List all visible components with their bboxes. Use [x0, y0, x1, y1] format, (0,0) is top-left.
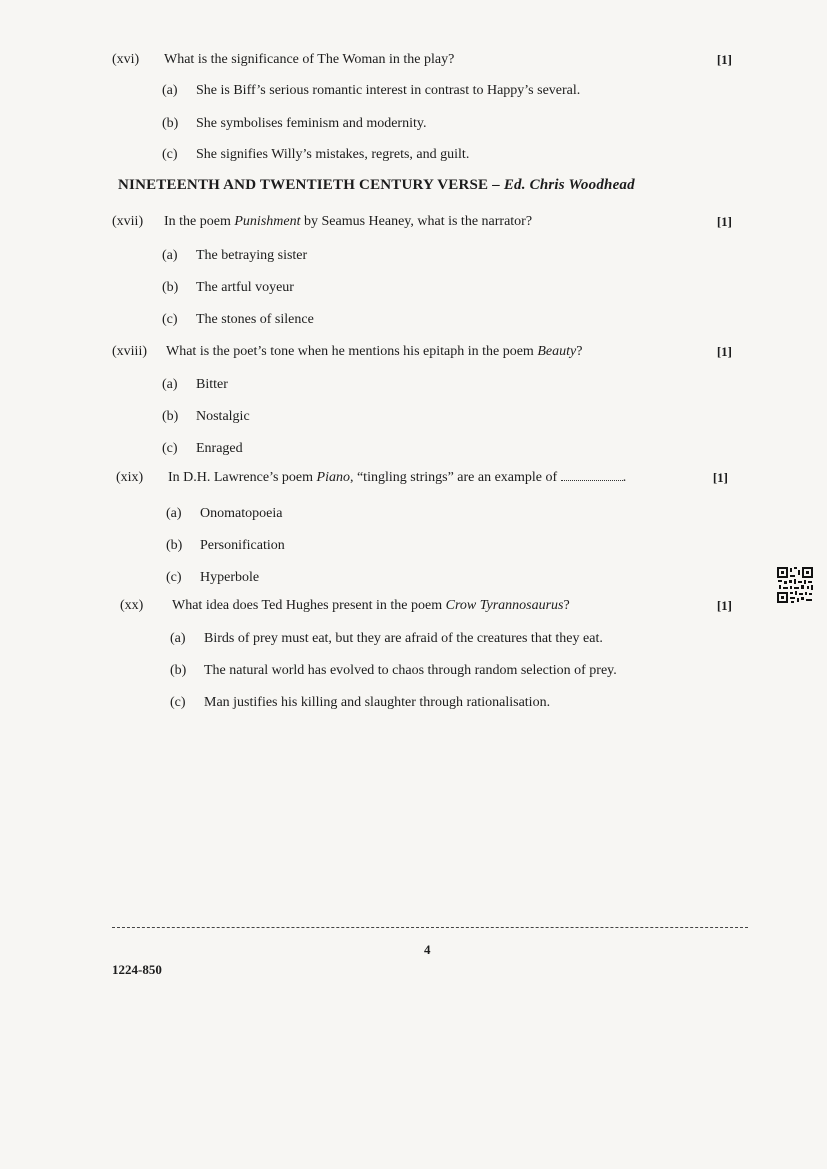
- option-letter: (a): [162, 377, 178, 392]
- option-xx-c: [170, 695, 550, 711]
- option-letter: (b): [162, 409, 179, 424]
- option-xvi-a: [162, 83, 580, 99]
- option-xix-b: [166, 538, 285, 554]
- question-mark: [1]: [716, 52, 732, 67]
- option-xvii-b: [162, 280, 294, 296]
- option-text: Hyperbole: [200, 570, 260, 585]
- section-heading: [118, 177, 635, 194]
- option-text: She is Biff’s serious romantic interest in contrast to Happy’s several.: [196, 83, 581, 98]
- option-letter: (c): [170, 695, 186, 710]
- question-mark: [1]: [716, 598, 732, 613]
- question-number: (xx): [120, 598, 144, 613]
- option-xx-b: [170, 663, 617, 679]
- option-xix-c: [166, 570, 259, 586]
- option-xx-a: [170, 631, 603, 647]
- option-xviii-b: [162, 409, 250, 425]
- option-letter: (b): [166, 538, 183, 553]
- option-text: Enraged: [196, 441, 243, 456]
- option-xvii-c: [162, 312, 314, 328]
- option-text: The natural world has evolved to chaos through random selection of prey.: [204, 663, 617, 678]
- page-number: 4: [424, 942, 431, 957]
- answer-blank: [561, 480, 623, 481]
- option-xvi-b: [162, 116, 426, 132]
- question-number: (xvi): [112, 52, 140, 67]
- paper-code: 1224-850: [112, 962, 162, 977]
- question-mark: [1]: [716, 214, 732, 229]
- option-letter: (c): [166, 570, 182, 585]
- option-xvii-a: [162, 248, 307, 264]
- option-letter: (a): [162, 248, 178, 263]
- option-text: The betraying sister: [196, 248, 308, 263]
- question-number: (xvii): [112, 214, 144, 229]
- question-text: What is the significance of The Woman in the play?: [164, 52, 455, 67]
- section-title: NINETEENTH AND TWENTIETH CENTURY VERSE –: [118, 177, 504, 193]
- option-text: Man justifies his killing and slaughter through rationalisation.: [204, 695, 551, 710]
- option-letter: (b): [162, 280, 179, 295]
- footer-divider: [112, 927, 748, 928]
- option-text: She symbolises feminism and modernity.: [196, 116, 427, 131]
- option-text: Personification: [200, 538, 285, 553]
- option-text: Nostalgic: [196, 409, 250, 424]
- option-text: The stones of silence: [196, 312, 314, 327]
- option-xix-a: [166, 506, 282, 522]
- question-text: In the poem Punishment by Seamus Heaney, what is the narrator?: [164, 214, 533, 229]
- question-text: What is the poet’s tone when he mentions his epitaph in the poem Beauty?: [166, 344, 583, 359]
- option-text: Onomatopoeia: [200, 506, 283, 521]
- option-letter: (c): [162, 312, 178, 327]
- option-letter: (b): [170, 663, 187, 678]
- option-text: Bitter: [196, 377, 228, 392]
- option-letter: (a): [166, 506, 182, 521]
- qr-code-icon: [776, 566, 814, 604]
- question-mark: [1]: [712, 470, 728, 485]
- option-letter: (b): [162, 116, 179, 131]
- option-xviii-c: [162, 441, 243, 457]
- question-mark: [1]: [716, 344, 732, 359]
- section-editor: Ed. Chris Woodhead: [503, 177, 635, 193]
- option-letter: (a): [170, 631, 186, 646]
- option-xvi-c: [162, 147, 469, 163]
- option-xviii-a: [162, 377, 228, 393]
- question-text: What idea does Ted Hughes present in the poem Crow Tyrannosaurus?: [172, 598, 570, 613]
- option-text: Birds of prey must eat, but they are afraid of the creatures that they eat.: [204, 631, 603, 646]
- option-letter: (c): [162, 441, 178, 456]
- option-letter: (c): [162, 147, 178, 162]
- question-text: In D.H. Lawrence’s poem Piano, “tingling strings” are an example of .: [168, 470, 627, 485]
- option-letter: (a): [162, 83, 178, 98]
- question-number: (xix): [116, 470, 144, 485]
- option-text: The artful voyeur: [196, 280, 294, 295]
- question-number: (xviii): [112, 344, 147, 359]
- option-text: She signifies Willy’s mistakes, regrets, and guilt.: [196, 147, 470, 162]
